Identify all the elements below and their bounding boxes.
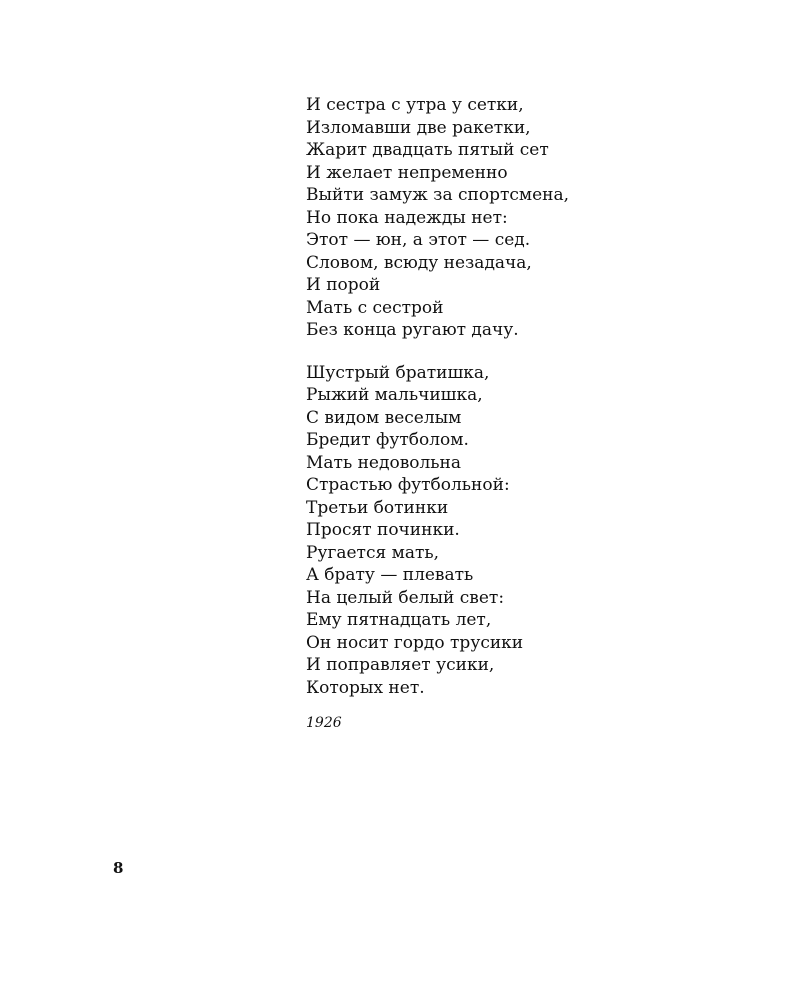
poem-line: Этот — юн, а этот — сед.: [306, 230, 531, 250]
poem-date: 1926: [306, 715, 342, 731]
poem-line: На целый белый свет:: [306, 587, 505, 608]
poem-line: И поправляет усики,: [306, 655, 495, 675]
poem-line: Изломавши две ракетки,: [306, 117, 531, 138]
page-number: 8: [113, 859, 124, 877]
poem-line: Ругается мать,: [306, 542, 440, 563]
stanza-2: [306, 362, 686, 700]
poem-line: Просят починки.: [306, 520, 460, 540]
poem-line: Без конца ругают дачу.: [306, 320, 519, 340]
poem-line: И желает непременно: [306, 162, 508, 183]
poem-line: Которых нет.: [306, 677, 425, 698]
poem-line: С видом веселым: [306, 407, 462, 428]
poem-line: Рыжий мальчишка,: [306, 385, 483, 405]
stanza-1: [306, 94, 686, 342]
poem-line: Он носит гордо трусики: [306, 632, 524, 653]
poem-line: Мать недовольна: [306, 452, 462, 473]
poem-line: И сестра с утра у сетки,: [306, 95, 524, 115]
poem-line: Ему пятнадцать лет,: [306, 610, 492, 630]
poem-line: Но пока надежды нет:: [306, 207, 508, 228]
poem-line: Третьи ботинки: [306, 497, 449, 518]
poem-line: А брату — плевать: [306, 565, 474, 585]
poem-line: Бредит футболом.: [306, 430, 469, 450]
poem-line: Шустрый братишка,: [306, 362, 490, 383]
poem-line: Словом, всюду незадача,: [306, 252, 532, 273]
poem-line: Выйти замуж за спортсмена,: [306, 185, 570, 205]
poem: [306, 94, 686, 733]
poem-line: И порой: [306, 275, 381, 295]
poem-line: Страстью футбольной:: [306, 475, 510, 495]
poem-line: Жарит двадцать пятый сет: [306, 140, 549, 160]
poem-line: Мать с сестрой: [306, 297, 444, 318]
